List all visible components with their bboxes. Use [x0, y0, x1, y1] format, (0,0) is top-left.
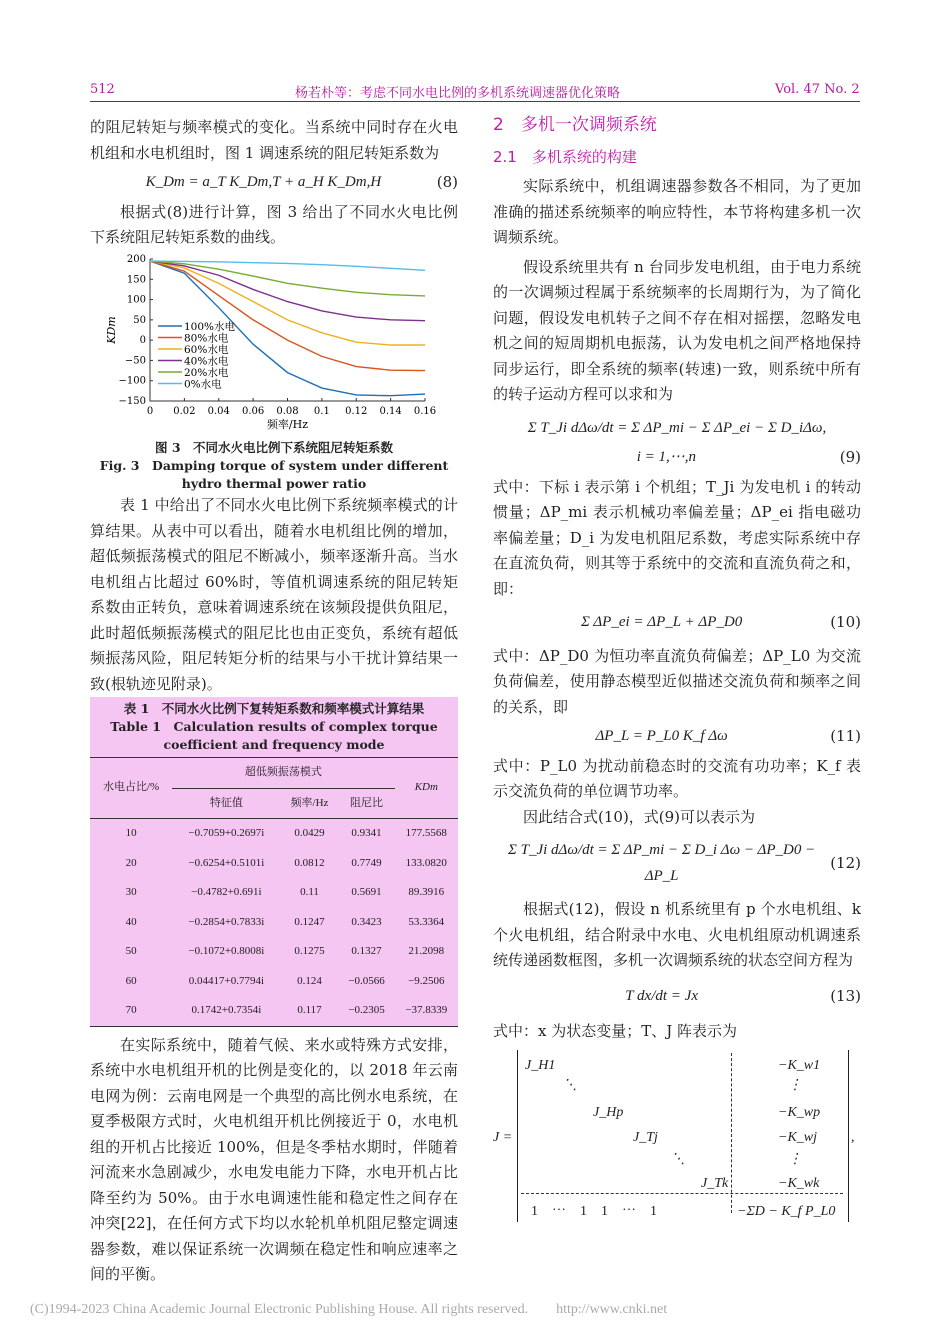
table-row [90, 967, 458, 997]
matrix-entry: 1 ⋯ 1 1 ⋯ 1 [531, 1203, 657, 1219]
page-number: 512 [90, 82, 115, 97]
table-cell: 0.0429 [294, 827, 325, 839]
paragraph: 式中：x 为状态变量；T、J 阵表示为 [493, 1022, 738, 1040]
paragraph: 根据式(8)进行计算，图 3 给出了不同水火电比例下系统阻尼转矩系数的曲线。 [90, 202, 458, 246]
table-cell: −0.6254+0.5101i [188, 856, 265, 869]
matrix-entry: , [851, 1129, 855, 1145]
table-cell: 0.7749 [351, 856, 382, 869]
equation-13: T dx/dt = Jx [625, 987, 698, 1004]
paragraph: 式中：ΔP_D0 为恒功率直流负荷偏差；ΔP_L0 为交流负荷偏差，使用静态模型近似描述交流负荷和频率之间的关系，即 [493, 646, 861, 716]
y-tick-label: −50 [124, 354, 146, 366]
matrix-entry: −K_wp [778, 1104, 821, 1120]
table-cell: 53.3364 [408, 915, 445, 928]
matrix-entry: ⋱ [563, 1077, 577, 1093]
header-rule [90, 101, 860, 102]
eq-number: (11) [830, 727, 861, 745]
paragraph: 表 1 中给出了不同水火电比例下系统频率模式的计算结果。从表中可以看出，随着水电机组比例的增加，超低频振荡模式的阻尼不断减小，频率逐渐升高。当水电机组占比超过 60%时，等值机调速系统的阻尼转矩系数由正转负，意味着调速系统在该频段提供负阻尼，此时超低频振荡模式的阻尼比也由正变负，系统有超低频振荡风险，阻尼转矩分析的结果与小干扰计算结果一致(根轨迹见附录)。 [90, 496, 458, 693]
paragraph: 假设系统里共有 n 台同步发电机组，由于电力系统的一次调频过程属于系统频率的长周期行为，为了简化问题，假设发电机转子之间不存在相对摇摆，忽略发电机之间的短周期机电振荡，认为发电机之间严格地保持同步运行，即全系统的频率(转速)一致，则系统中所有的转子运动方程可以求和为 [493, 257, 861, 403]
table-cell: −0.4782+0.691i [191, 886, 262, 898]
x-tick-label: 0.14 [379, 405, 402, 417]
table-cell: −0.1072+0.8008i [188, 945, 265, 957]
matrix-label: J = [493, 1129, 513, 1145]
y-tick-label: 100 [126, 294, 146, 306]
table-cell: 0.1327 [351, 945, 382, 957]
matrix-entry: ⋮ [788, 1151, 802, 1167]
y-tick-label: 50 [133, 314, 146, 326]
series-line-5 [150, 261, 425, 270]
table-cell: 20 [125, 856, 137, 869]
eq-number: (10) [830, 613, 861, 631]
table-cell: 0.124 [297, 974, 322, 987]
table-1 [90, 697, 458, 1027]
table-cell: 70 [125, 1004, 137, 1016]
matrix-entry: −K_w1 [778, 1057, 821, 1073]
matrix-entry: J_Tj [633, 1129, 658, 1145]
table-row [90, 878, 458, 908]
y-tick-label: 200 [126, 253, 146, 265]
legend-label: 100%水电 [184, 320, 236, 333]
table-cell: 0.5691 [351, 886, 382, 898]
table-cell: −37.8339 [405, 1004, 448, 1016]
eq-number: (9) [839, 448, 861, 466]
section-heading: 2 多机一次调频系统 [493, 115, 657, 135]
col-header: 阻尼比 [350, 796, 384, 809]
equation-10: Σ ΔP_ei = ΔP_L + ΔP_D0 [580, 614, 743, 630]
y-tick-label: −150 [118, 395, 146, 407]
paragraph: 因此结合式(10)，式(9)可以表示为 [523, 807, 756, 826]
table-cell: −0.0566 [348, 974, 385, 987]
table-row [90, 849, 458, 879]
table-row [90, 819, 458, 849]
x-tick-label: 0 [146, 405, 154, 417]
table-cell: 0.1275 [294, 945, 325, 957]
table-cell: 0.1247 [294, 915, 325, 928]
table-cell: 89.3916 [408, 886, 445, 898]
y-axis-label: KDm [105, 315, 118, 344]
table-cell: 0.3423 [351, 915, 382, 928]
copyright-footer: (C)1994-2023 China Academic Journal Electronic Publishing House. All rights reserved. http://www.cnki.net [30, 1302, 668, 1317]
legend-label: 0%水电 [184, 378, 222, 390]
figure-caption-cn: 图 3 不同水火电比例下系统阻尼转矩系数 [154, 440, 394, 455]
table-title-cn: 表 1 不同水火比例下复转矩系数和频率模式计算结果 [123, 701, 425, 716]
legend-label: 20%水电 [184, 366, 229, 379]
paragraph: 实际系统中，机组调速器参数各不相同，为了更加准确的描述系统频率的响应特性，本节将构建多机一次调频系统。 [493, 177, 861, 246]
subsection-heading: 2.1 多机系统的构建 [493, 147, 637, 166]
table-cell: −9.2506 [408, 974, 445, 987]
series-line-4 [150, 261, 425, 296]
table-cell: 0.1742+0.7354i [191, 1004, 262, 1016]
matrix-entry: J_H1 [525, 1057, 556, 1073]
table-cell: −0.7059+0.2697i [188, 827, 265, 839]
table-cell: 40 [125, 915, 137, 928]
x-tick-label: 0.12 [345, 405, 368, 417]
legend-label: 60%水电 [184, 343, 229, 356]
table-cell: 133.0820 [405, 856, 447, 869]
table-cell: 21.2098 [408, 945, 445, 957]
matrix-entry: −ΣD − K_f P_L0 [737, 1203, 836, 1219]
table-cell: 0.0812 [294, 856, 325, 869]
series-line-3 [150, 261, 425, 321]
left-column [90, 115, 458, 1288]
x-tick-label: 0.02 [173, 405, 196, 417]
table-cell: 177.5568 [405, 827, 447, 839]
table-cell: 10 [125, 827, 137, 839]
table-row [90, 996, 458, 1026]
y-tick-label: −100 [118, 375, 146, 387]
table-cell: −0.2854+0.7833i [188, 915, 265, 928]
table-cell: 60 [125, 974, 137, 987]
equation-9-range: i = 1,⋯,n [636, 449, 697, 465]
equation-8: K_Dm = a_T K_Dm,T + a_H K_Dm,H [145, 174, 382, 190]
col-header: 水电占比/% [102, 781, 160, 794]
eq-number: (13) [830, 986, 861, 1005]
matrix-entry: ⋱ [671, 1151, 685, 1167]
x-axis-label: 频率/Hz [266, 417, 309, 431]
eq-number: (12) [830, 853, 861, 872]
col-header: 频率/Hz [290, 796, 329, 809]
paragraph: 在实际系统中，随着气候、来水或特殊方式安排，系统中水电机组开机的比例是变化的，以 2018 年云南电网为例：云南电网是一个典型的高比例水电系统，在夏季极限方式时，火电机组开机比例接近于 0，水电机组的开机占比接近 100%，但是冬季枯水期时，伴随着河流来水急剧减少，水电发电能力下降，水电开机占比降至约为 50%。由于水电调速性能和稳定性之间存在冲突[22]，在任何方式下均以水轮机单机阻尼整定调速器参数，难以保证系统一次调频在稳定性和响应速率之间的平衡。 [90, 1035, 458, 1283]
y-tick-label: 150 [126, 273, 146, 285]
y-tick-label: 0 [139, 334, 146, 346]
col-header: 特征值 [209, 796, 243, 809]
paragraph: 的阻尼转矩与频率模式的变化。当系统中同时存在火电机组和水电机组时，图 1 调速系统的阻尼转矩系数为 [90, 118, 458, 162]
table-cell: 50 [125, 945, 137, 957]
legend-label: 80%水电 [184, 332, 229, 344]
table-cell: 0.04417+0.7794i [188, 974, 264, 987]
matrix-entry: −K_wk [778, 1175, 820, 1191]
equation-12: Σ T_Ji dΔω/dt = Σ ΔP_mi − Σ D_i Δω − ΔP_D0 − ΔP_L [507, 842, 816, 884]
paragraph: 式中：P_L0 为扰动前稳态时的交流有功功率；K_f 表示交流负荷的单位调节功率。 [493, 756, 861, 800]
x-tick-label: 0.16 [413, 405, 437, 417]
col-header: 超低频振荡模式 [172, 758, 394, 789]
matrix-J [493, 1045, 861, 1225]
legend-label: 40%水电 [184, 355, 229, 367]
damping-torque-chart [90, 251, 458, 431]
table-cell: 0.9341 [351, 827, 382, 839]
right-column [493, 113, 861, 1225]
figure-caption-en: Fig. 3 Damping torque of system under different hydro thermal power ratio [99, 458, 449, 491]
matrix-entry: J_Tk [701, 1175, 729, 1191]
paragraph: 式中：下标 i 表示第 i 个机组；T_Ji 为发电机 i 的转动惯量；ΔP_mi 表示机械功率偏差量；ΔP_ei 指电磁功率偏差量；D_i 为发电机阻尼系数，考虑实际系统中存在直流负荷，则其等于系统中的交流和直流负荷之和，即： [493, 477, 861, 598]
matrix-entry: −K_wj [778, 1129, 818, 1145]
paragraph: 根据式(12)，假设 n 机系统里有 p 个水电机组、k 个火电机组，结合附录中水电、火电机组原动机调速系统传递函数框图，多机一次调频系统的状态空间方程为 [493, 900, 861, 969]
table-row [90, 937, 458, 967]
x-tick-label: 0.04 [207, 405, 230, 417]
table-cell: −0.2305 [348, 1004, 385, 1016]
x-tick-label: 0.06 [241, 405, 265, 417]
matrix-entry: J_Hp [593, 1104, 624, 1120]
equation-9: Σ T_Ji dΔω/dt = Σ ΔP_mi − Σ ΔP_ei − Σ D_iΔω, [527, 419, 827, 436]
volume: Vol. 47 No. 2 [775, 82, 860, 97]
running-title: 杨若朴等：考虑不同水电比例的多机系统调速器优化策略 [295, 86, 621, 101]
table-cell: 30 [125, 886, 137, 898]
table-cell: 0.11 [300, 886, 319, 898]
table-title-en: Table 1 Calculation results of complex torque coefficient and frequency mode [110, 719, 438, 752]
eq-number: (8) [436, 173, 458, 191]
matrix-entry: ⋮ [788, 1077, 802, 1093]
x-tick-label: 0.08 [276, 405, 299, 417]
col-header: KDm [414, 781, 438, 794]
table-cell: 0.117 [297, 1004, 322, 1016]
table-row [90, 908, 458, 938]
x-tick-label: 0.1 [313, 405, 330, 417]
equation-11: ΔP_L = P_L0 K_f Δω [595, 728, 728, 744]
